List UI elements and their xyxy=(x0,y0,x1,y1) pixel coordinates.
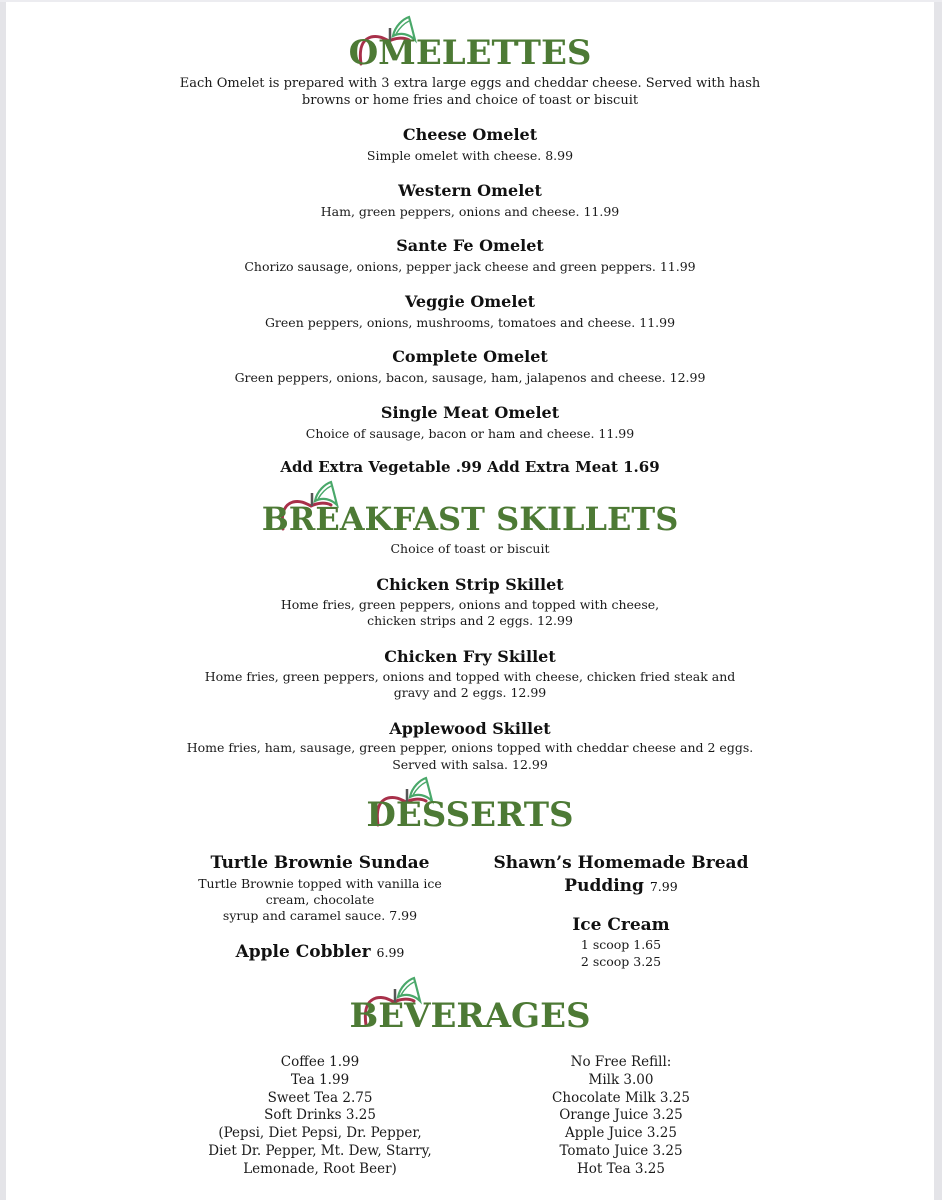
beverage-item: Hot Tea 3.25 xyxy=(577,1160,665,1177)
omelettes-intro-line2: browns or home fries and choice of toast or biscuit xyxy=(301,93,639,108)
beverage-item: Chocolate Milk 3.25 xyxy=(552,1089,690,1106)
desserts-title: DESSERTS xyxy=(366,795,574,835)
skillets-title: BREAKFAST SKILLETS xyxy=(261,500,679,538)
beverage-list-left xyxy=(170,1054,470,1179)
menu-item-desc-line2: 2 scoop 3.25 xyxy=(580,954,662,969)
menu-item-name: Apple Cobbler xyxy=(235,942,371,962)
menu-item-desc-line1: 1 scoop 1.65 xyxy=(580,937,662,952)
menu-item-name: Ice Cream xyxy=(572,915,670,935)
menu-item-name: Single Meat Omelet xyxy=(380,403,560,422)
menu-item-desc: Green peppers, onions, mushrooms, tomatoes and cheese. 11.99 xyxy=(264,315,676,330)
menu-item-price: 7.99 xyxy=(649,879,678,894)
beverage-item: Tomato Juice 3.25 xyxy=(559,1142,683,1159)
menu-item-name: Veggie Omelet xyxy=(404,292,536,311)
menu-item-name: Western Omelet xyxy=(398,181,542,200)
menu-item-desc: Simple omelet with cheese. 8.99 xyxy=(366,148,574,163)
menu-item-name: Chicken Fry Skillet xyxy=(384,647,556,666)
menu-item-desc-line2: cream, chocolate xyxy=(265,892,375,907)
beverage-item: Tea 1.99 xyxy=(290,1071,350,1088)
beverage-list-right xyxy=(471,1054,771,1179)
menu-item-apple-cobbler xyxy=(170,942,470,963)
menu-item-name: Cheese Omelet xyxy=(402,125,538,144)
menu-item-name: Sante Fe Omelet xyxy=(396,236,544,255)
menu-item-name-line2: Pudding xyxy=(564,876,644,896)
menu-item-desc: Chorizo sausage, onions, pepper jack cheese and green peppers. 11.99 xyxy=(244,259,696,274)
page-edge-right xyxy=(934,0,942,1200)
menu-item-desc-line1: Home fries, green peppers, onions and topped with cheese, xyxy=(280,597,660,612)
menu-item-name: Turtle Brownie Sundae xyxy=(210,853,430,873)
skillets-subtitle: Choice of toast or biscuit xyxy=(390,541,550,556)
beverage-item: (Pepsi, Diet Pepsi, Dr. Pepper, xyxy=(218,1125,422,1142)
beverage-item: Diet Dr. Pepper, Mt. Dew, Starry, xyxy=(208,1142,432,1159)
beverage-item: Lemonade, Root Beer) xyxy=(243,1160,397,1177)
menu-item-price: 6.99 xyxy=(376,945,405,960)
menu-item-desc-line1: Home fries, green peppers, onions and topped with cheese, chicken fried steak and xyxy=(204,669,736,684)
menu-item-desc: Green peppers, onions, bacon, sausage, ham, jalapenos and cheese. 12.99 xyxy=(234,370,706,385)
beverages-title: BEVERAGES xyxy=(349,996,591,1036)
beverage-item: Orange Juice 3.25 xyxy=(559,1107,683,1124)
beverage-item: Soft Drinks 3.25 xyxy=(264,1107,376,1124)
menu-item-name-line1: Shawn’s Homemade Bread xyxy=(493,853,749,873)
menu-item-bread-pudding xyxy=(471,876,771,897)
menu-item-desc-line2: chicken strips and 2 eggs. 12.99 xyxy=(367,613,573,628)
beverage-item: Sweet Tea 2.75 xyxy=(267,1089,373,1106)
menu-item-name: Complete Omelet xyxy=(392,347,548,366)
omelettes-intro-line1: Each Omelet is prepared with 3 extra large eggs and cheddar cheese. Served with hash xyxy=(179,76,761,91)
beverage-list-heading: No Free Refill: xyxy=(570,1054,672,1070)
menu-item-desc: Ham, green peppers, onions and cheese. 11.99 xyxy=(320,204,620,219)
menu-item-desc-line1: Turtle Brownie topped with vanilla ice xyxy=(198,876,442,891)
omelettes-extras: Add Extra Vegetable .99 Add Extra Meat 1.69 xyxy=(280,458,660,476)
menu-item-desc: Choice of sausage, bacon or ham and cheese. 11.99 xyxy=(305,426,635,441)
menu-item-desc-line1: Home fries, ham, sausage, green pepper, onions topped with cheddar cheese and 2 eggs. xyxy=(186,740,754,755)
page-edge-top xyxy=(0,0,942,2)
beverage-item: Apple Juice 3.25 xyxy=(565,1125,677,1142)
omelettes-title: OMELETTES xyxy=(348,33,592,73)
beverage-item: Coffee 1.99 xyxy=(280,1054,360,1070)
menu-item-desc-line2: Served with salsa. 12.99 xyxy=(392,757,548,772)
menu-item-desc-line3: syrup and caramel sauce. 7.99 xyxy=(222,908,418,923)
beverage-item: Milk 3.00 xyxy=(588,1071,654,1088)
menu-item-desc-line2: gravy and 2 eggs. 12.99 xyxy=(393,685,547,700)
menu-item-name: Chicken Strip Skillet xyxy=(376,575,564,594)
menu-item-name: Applewood Skillet xyxy=(389,719,551,738)
